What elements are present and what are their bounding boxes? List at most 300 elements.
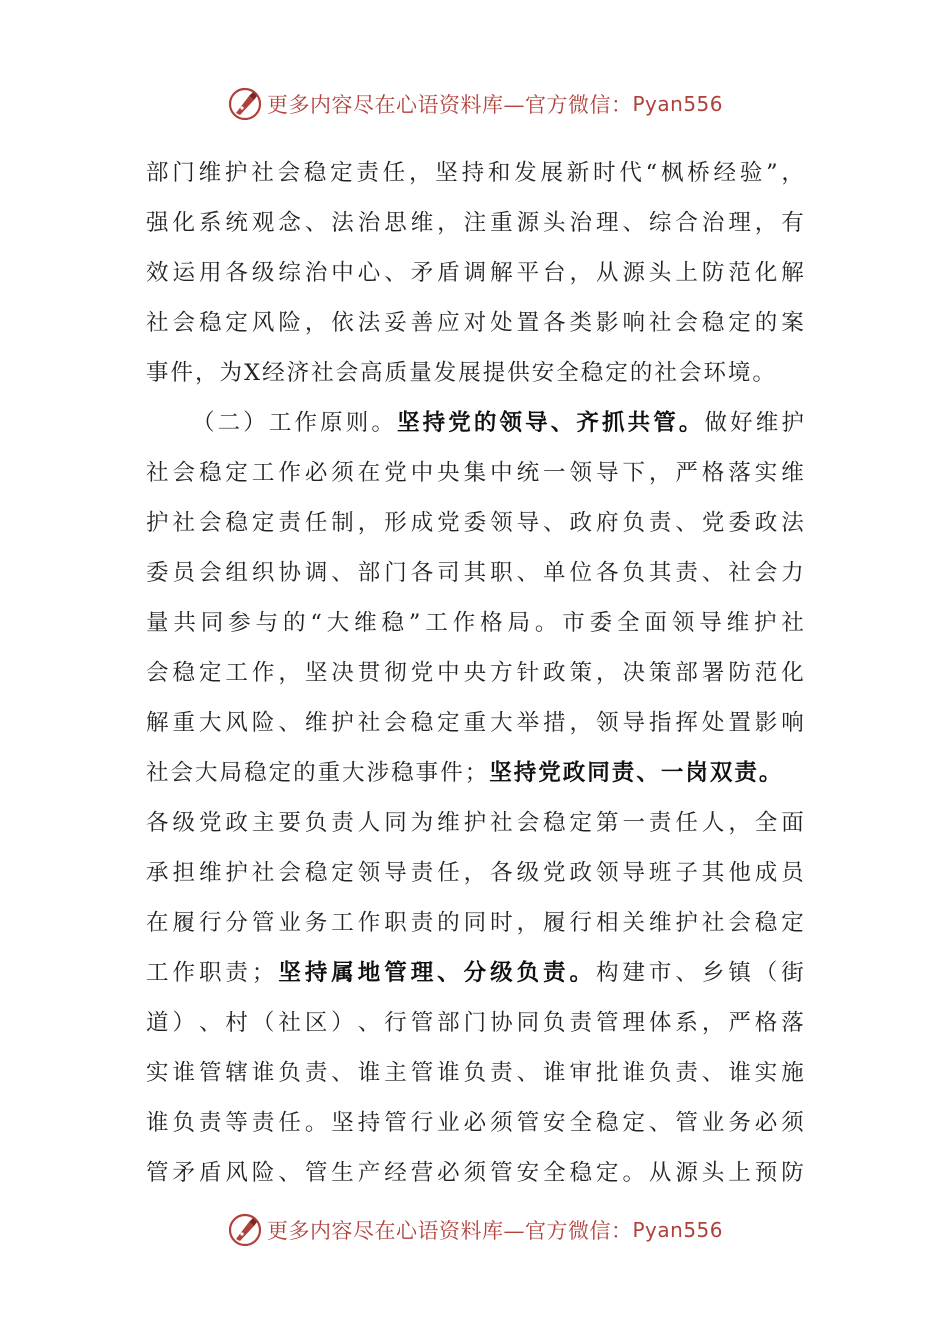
text-char: 调 — [463, 260, 487, 286]
text-char: 案 — [781, 310, 804, 336]
text-char: 源 — [516, 210, 540, 236]
text-char: 导 — [699, 610, 722, 636]
text-char: 维 — [755, 410, 779, 436]
text-char: 作 — [452, 610, 476, 636]
text-char: 重 — [463, 710, 487, 736]
text-char: 量 — [146, 610, 169, 636]
text-char: 府 — [595, 510, 619, 536]
text-line — [146, 1148, 804, 1198]
text-char: 委 — [463, 510, 487, 536]
text-char: 稳 — [198, 460, 222, 486]
text-char: 理 — [728, 210, 751, 236]
text-char: 严 — [675, 460, 698, 486]
text-line — [146, 1048, 804, 1098]
text-char: 、 — [331, 1060, 354, 1086]
text-char: 集 — [463, 460, 487, 486]
text-char: 级 — [516, 860, 540, 886]
text-char: 、 — [648, 1110, 672, 1136]
text-char: 护 — [463, 810, 487, 836]
text-char: 担 — [172, 860, 195, 886]
bold-char: 理 — [410, 960, 434, 986]
text-char: 治 — [569, 210, 593, 236]
text-char: 运 — [172, 260, 195, 286]
text-char: 质 — [384, 360, 410, 386]
text-char: 全 — [617, 610, 640, 636]
text-char: 从 — [595, 260, 619, 286]
text-char: 定 — [225, 460, 248, 486]
text-char: 谁 — [543, 1060, 566, 1086]
footer-banner — [0, 1210, 950, 1250]
text-char: 的 — [629, 360, 655, 386]
text-char: 社 — [490, 810, 513, 836]
text-char: 同 — [384, 810, 407, 836]
text-line — [146, 848, 804, 898]
text-char: 一 — [543, 460, 566, 486]
text-char: 各 — [543, 310, 566, 336]
text-char: 、 — [622, 210, 645, 236]
text-char: 社 — [728, 560, 751, 586]
text-char: 矛 — [410, 260, 434, 286]
text-char: 观 — [251, 210, 275, 236]
text-char: 谁 — [622, 1060, 645, 1086]
text-char: 、 — [675, 510, 698, 536]
text-char: 矛 — [172, 1160, 195, 1186]
text-char: 解 — [146, 710, 169, 736]
text-char: 署 — [701, 660, 725, 686]
text-char: 责 — [304, 1060, 328, 1086]
text-char: ， — [569, 710, 593, 736]
text-line — [146, 348, 804, 398]
text-char: ， — [648, 460, 672, 486]
text-char: 领 — [595, 860, 619, 886]
text-char: 相 — [595, 910, 619, 936]
text-char: 谁 — [251, 1060, 275, 1086]
text-char: 理 — [595, 210, 619, 236]
bold-char: 。 — [569, 960, 593, 986]
text-char: 级 — [172, 810, 195, 836]
text-char: 管 — [410, 1060, 434, 1086]
text-char: 管 — [304, 1160, 328, 1186]
text-char: 承 — [146, 860, 169, 886]
text-char: 落 — [728, 460, 751, 486]
text-char: 护 — [753, 610, 777, 636]
text-char: 枫 — [660, 160, 684, 186]
text-char: 必 — [754, 1110, 778, 1136]
text-char: 桥 — [687, 160, 710, 186]
text-char: 成 — [410, 510, 434, 536]
text-char: 、 — [675, 960, 698, 986]
text-char: 代 — [619, 160, 642, 186]
text-char: 定 — [268, 760, 294, 786]
text-char: 中 — [490, 460, 513, 486]
text-char: 工 — [225, 660, 248, 686]
text-char: 党 — [384, 460, 407, 486]
text-char: 对 — [463, 310, 487, 336]
text-char: 效 — [146, 260, 169, 286]
text-char: 全 — [556, 360, 581, 386]
text-char: 管 — [410, 1010, 434, 1036]
text-char: 必 — [463, 1110, 487, 1136]
text-char: 响 — [781, 710, 804, 736]
text-char: 道 — [146, 1010, 169, 1036]
text-char: 维 — [198, 160, 222, 186]
text-char: 稳 — [391, 760, 416, 786]
text-char: 心 — [357, 260, 381, 286]
text-char: 导 — [384, 860, 407, 886]
text-char: 盾 — [198, 1160, 222, 1186]
text-char: 为 — [219, 360, 245, 386]
text-char: 稳 — [225, 510, 248, 536]
text-char: 管 — [595, 1010, 619, 1036]
text-char: 建 — [622, 960, 645, 986]
text-line — [146, 248, 804, 298]
text-char: （ — [192, 410, 215, 436]
text-char: 工 — [146, 960, 169, 986]
text-char: 会 — [754, 560, 778, 586]
text-char: 措 — [543, 710, 566, 736]
text-char: 源 — [675, 1160, 698, 1186]
text-char: 解 — [490, 260, 513, 286]
text-char: 件 — [440, 760, 465, 786]
text-char: 管 — [675, 1110, 698, 1136]
text-char: 针 — [516, 660, 540, 686]
text-char: 从 — [648, 1160, 672, 1186]
bold-char: 共 — [627, 410, 651, 436]
text-char: 全 — [754, 810, 778, 836]
text-char: 员 — [172, 560, 195, 586]
text-char: ， — [516, 910, 540, 936]
text-line — [146, 148, 804, 198]
text-char: 事 — [415, 760, 441, 786]
text-char: 实 — [146, 1060, 169, 1086]
text-char: 和 — [487, 160, 511, 186]
text-char: 严 — [728, 1010, 751, 1036]
text-char: 法 — [357, 310, 381, 336]
text-char: 解 — [781, 260, 804, 286]
text-char: 稳 — [381, 610, 405, 636]
text-char: 妥 — [384, 310, 407, 336]
text-char: 稳 — [303, 160, 327, 186]
text-char: 发 — [433, 360, 459, 386]
text-line — [146, 1098, 804, 1148]
text-char: 须 — [781, 1110, 804, 1136]
bold-char: 负 — [516, 960, 540, 986]
text-line — [146, 598, 804, 648]
text-line — [146, 398, 804, 448]
text-char: 、 — [384, 260, 407, 286]
text-char: 范 — [754, 660, 778, 686]
bold-char: 抓 — [602, 410, 625, 436]
text-char: 作 — [294, 410, 318, 436]
text-char: 同 — [200, 610, 224, 636]
text-char: 领 — [490, 510, 513, 536]
text-char: 任 — [437, 860, 460, 886]
banner-text: 更多内容尽在心语资料库—官方微信： — [266, 93, 633, 117]
banner-wechat-id: Pyan556 — [632, 92, 723, 116]
bold-char: 岗 — [685, 760, 710, 786]
text-char: 、 — [304, 210, 328, 236]
text-char: 社 — [648, 310, 672, 336]
bold-char: 导 — [525, 410, 548, 436]
text-char: 展 — [540, 160, 563, 186]
text-char: 定 — [622, 1110, 645, 1136]
text-char: 安 — [531, 360, 557, 386]
text-char: 险 — [251, 710, 275, 736]
text-char: 组 — [225, 560, 248, 586]
text-char: ） — [243, 410, 266, 436]
text-char: ， — [437, 210, 460, 236]
text-char: 级 — [251, 260, 275, 286]
text-char: 经 — [713, 160, 737, 186]
bold-char: 级 — [490, 960, 513, 986]
text-char: 政 — [569, 860, 593, 886]
text-char: 社 — [278, 1010, 301, 1036]
text-char: 市 — [648, 960, 672, 986]
text-char: ， — [569, 260, 593, 286]
bold-char: 责 — [611, 760, 637, 786]
text-char: 供 — [507, 360, 532, 386]
text-char: 谁 — [172, 1060, 195, 1086]
pen-nib-logo-icon — [227, 1212, 263, 1248]
document-body — [146, 148, 804, 1198]
bold-char: 地 — [357, 960, 381, 986]
text-char: 行 — [198, 910, 222, 936]
text-char: 稳 — [172, 660, 195, 686]
text-char: 负 — [543, 1010, 566, 1036]
text-char: 门 — [384, 560, 407, 586]
text-char: 管 — [490, 1160, 513, 1186]
text-char: 辖 — [225, 1060, 248, 1086]
text-char: 持 — [461, 160, 485, 186]
text-char: 责 — [331, 810, 354, 836]
text-char: 持 — [357, 1110, 381, 1136]
text-line — [146, 648, 804, 698]
text-char: 头 — [648, 260, 672, 286]
text-char: 委 — [146, 560, 169, 586]
text-char: ， — [728, 810, 751, 836]
text-char: 范 — [728, 260, 751, 286]
text-char: 。 — [622, 1160, 645, 1186]
text-char: 上 — [675, 260, 698, 286]
text-char: 稳 — [580, 360, 606, 386]
text-char: 党 — [437, 510, 460, 536]
text-char: 领 — [595, 710, 619, 736]
text-char: 社 — [701, 910, 725, 936]
text-char: 法 — [781, 510, 804, 536]
text-char: 作 — [251, 660, 275, 686]
text-char: 风 — [225, 1160, 248, 1186]
text-char: 业 — [278, 910, 301, 936]
text-char: 同 — [463, 910, 487, 936]
text-char: 稳 — [198, 310, 222, 336]
text-char: 稳 — [595, 1110, 619, 1136]
bold-char: 属 — [331, 960, 354, 986]
text-char: 、 — [357, 1010, 381, 1036]
text-line — [146, 198, 804, 248]
text-char: 维 — [198, 860, 222, 886]
text-char: 定 — [331, 860, 354, 886]
text-char: 局 — [219, 760, 245, 786]
text-line — [146, 698, 804, 748]
text-char: 谁 — [437, 1060, 460, 1086]
text-char: 成 — [754, 860, 778, 886]
text-char: 验 — [739, 160, 763, 186]
text-char: 任 — [278, 1110, 301, 1136]
text-char: 全 — [543, 1160, 566, 1186]
text-char: 导 — [622, 710, 645, 736]
text-char: 工 — [268, 410, 292, 436]
text-char: 市 — [562, 610, 585, 636]
text-char: “ — [645, 160, 658, 186]
text-char: 新 — [566, 160, 590, 186]
text-char: 审 — [569, 1060, 593, 1086]
text-char: 要 — [278, 810, 301, 836]
text-char: 共 — [173, 610, 196, 636]
text-char: ； — [251, 960, 275, 986]
header-banner — [0, 84, 950, 124]
text-char: 党 — [198, 810, 222, 836]
text-char: 大 — [326, 610, 350, 636]
text-char: 处 — [701, 710, 725, 736]
text-char: 主 — [251, 810, 275, 836]
text-char: 职 — [198, 960, 222, 986]
text-char: 区 — [304, 1010, 328, 1036]
text-char: 治 — [304, 260, 328, 286]
text-char: 原 — [320, 410, 343, 436]
text-char: 护 — [225, 860, 248, 886]
text-char: 强 — [146, 210, 169, 236]
text-char: 稳 — [304, 860, 328, 886]
text-char: 负 — [622, 560, 645, 586]
text-char: 。 — [304, 1110, 328, 1136]
text-char: 善 — [410, 310, 434, 336]
text-char: 任 — [382, 160, 406, 186]
text-char: 责 — [356, 160, 379, 186]
text-char: 应 — [437, 310, 460, 336]
text-char: ， — [595, 660, 619, 686]
text-char: 务 — [304, 910, 328, 936]
text-char: ” — [408, 610, 421, 636]
text-char: 在 — [146, 910, 169, 936]
text-char: 安 — [516, 1160, 540, 1186]
text-char: （ — [251, 1010, 275, 1036]
text-char: 格 — [701, 460, 725, 486]
text-char: 须 — [331, 460, 354, 486]
text-char: ， — [701, 1010, 725, 1036]
text-char: 政 — [569, 510, 593, 536]
text-char: 策 — [569, 660, 593, 686]
text-char: 安 — [543, 1110, 566, 1136]
text-char: 各 — [595, 560, 619, 586]
text-char: 定 — [728, 310, 751, 336]
text-char: 其 — [463, 560, 487, 586]
text-char: 全 — [569, 1110, 593, 1136]
text-char: 委 — [728, 510, 751, 536]
text-char: 维 — [304, 710, 328, 736]
bold-char: 持 — [422, 410, 446, 436]
text-char: 化 — [781, 660, 804, 686]
text-line — [146, 448, 804, 498]
text-char: 彻 — [384, 660, 407, 686]
text-char: 、 — [278, 710, 301, 736]
text-char: 责 — [225, 960, 248, 986]
text-char: 政 — [543, 660, 566, 686]
text-char: 面 — [781, 810, 804, 836]
text-char: 须 — [490, 1110, 513, 1136]
text-char: 定 — [595, 1160, 619, 1186]
text-char: 员 — [781, 860, 804, 886]
text-char: ， — [408, 160, 432, 186]
text-char: 负 — [463, 1060, 487, 1086]
text-char: 责 — [410, 910, 434, 936]
text-char: 社 — [146, 460, 169, 486]
text-char: 维 — [437, 810, 460, 836]
text-char: 社 — [146, 310, 169, 336]
text-char: 时 — [593, 160, 616, 186]
text-char: 必 — [437, 1160, 460, 1186]
bold-char: 、 — [550, 410, 574, 436]
text-char: 营 — [410, 1160, 434, 1186]
text-line — [146, 298, 804, 348]
text-char: 理 — [622, 1010, 645, 1036]
text-char: 念 — [278, 210, 301, 236]
text-char: 业 — [437, 1110, 460, 1136]
text-char: 履 — [172, 910, 195, 936]
text-char: 协 — [490, 1010, 513, 1036]
text-char: 定 — [198, 660, 222, 686]
bold-char: 责 — [543, 960, 566, 986]
text-char: 制 — [331, 510, 354, 536]
text-char: 下 — [622, 460, 645, 486]
text-char: 坚 — [435, 160, 458, 186]
text-char: 护 — [224, 160, 248, 186]
text-char: 管 — [198, 1060, 222, 1086]
text-char: 响 — [622, 310, 645, 336]
text-char: 注 — [463, 210, 487, 236]
text-char: 分 — [225, 910, 248, 936]
text-line — [146, 498, 804, 548]
text-char: 风 — [225, 710, 248, 736]
bold-char: 齐 — [576, 410, 599, 436]
text-char: ， — [357, 510, 381, 536]
bold-char: 持 — [304, 960, 328, 986]
text-char: 责 — [251, 1110, 275, 1136]
text-char: 党 — [701, 510, 725, 536]
text-char: 则 — [345, 410, 369, 436]
text-char: 盾 — [437, 260, 460, 286]
text-char: 须 — [463, 1160, 487, 1186]
text-char: 处 — [490, 310, 513, 336]
text-char: 社 — [357, 710, 381, 736]
text-char: ， — [278, 660, 301, 686]
text-char: 各 — [225, 260, 248, 286]
text-char: 作 — [357, 910, 381, 936]
pen-nib-logo-icon — [227, 86, 263, 122]
text-char: 会 — [278, 860, 301, 886]
text-char: 同 — [516, 1010, 540, 1036]
text-line — [146, 948, 804, 998]
text-char: 涉 — [366, 760, 392, 786]
text-char: 形 — [384, 510, 407, 536]
text-char: 坚 — [304, 660, 328, 686]
banner-text: 更多内容尽在心语资料库—官方微信： — [266, 1219, 633, 1243]
text-char: 好 — [730, 410, 753, 436]
text-char: 置 — [516, 310, 540, 336]
bold-char: 的 — [473, 410, 497, 436]
text-char: 管 — [251, 910, 275, 936]
bold-char: 党 — [448, 410, 471, 436]
text-char: 境 — [727, 360, 753, 386]
